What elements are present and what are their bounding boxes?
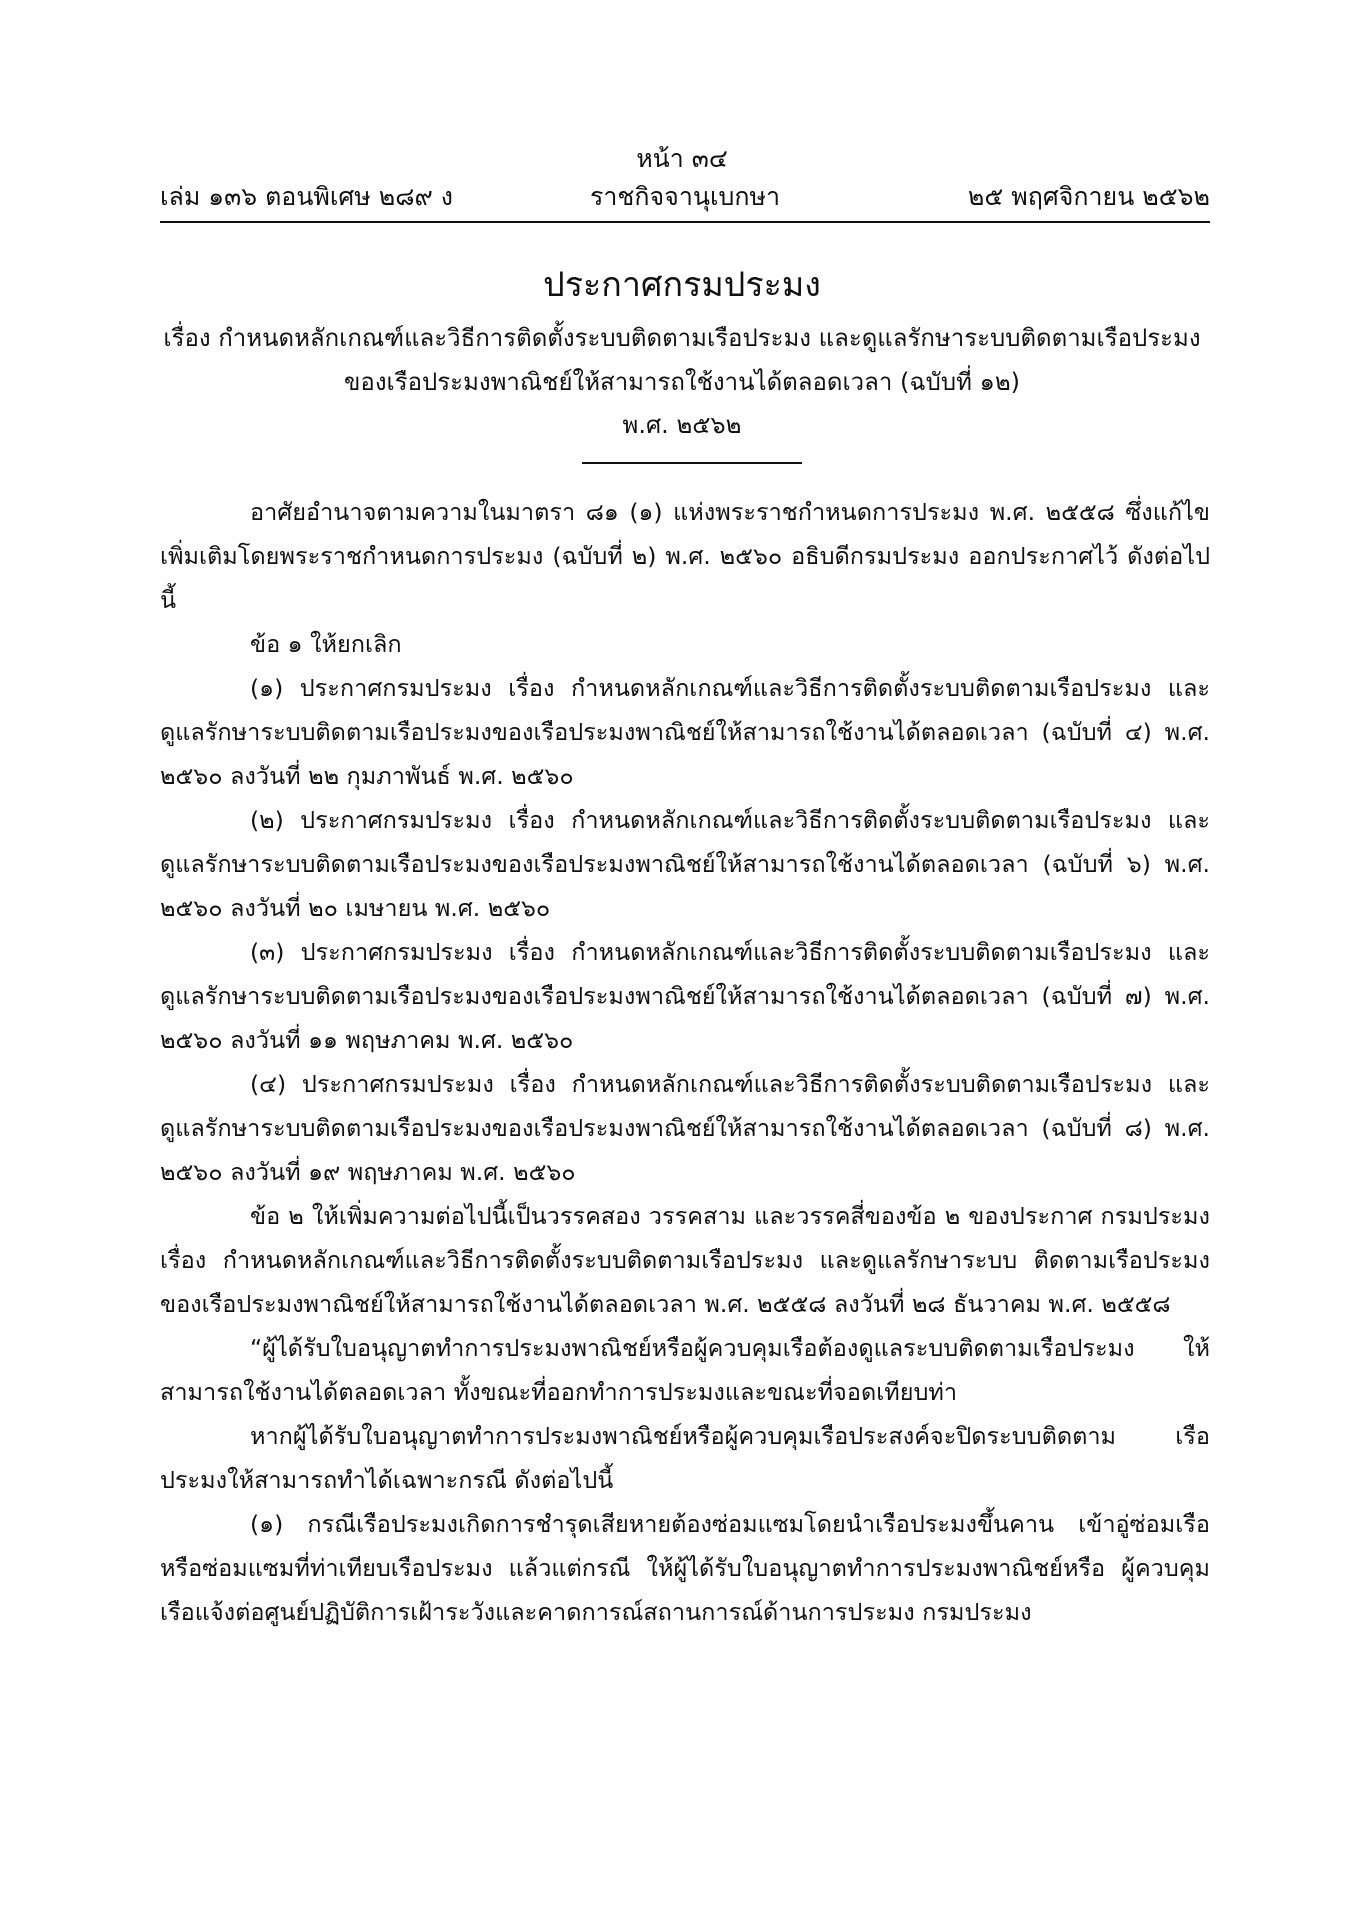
announcement-year: พ.ศ. ๒๕๖๒ xyxy=(622,411,742,439)
preamble-paragraph: อาศัยอำนาจตามความในมาตรา ๘๑ (๑) แห่งพระราชกำหนดการประมง พ.ศ. ๒๕๕๘ ซึ่งแก้ไขเพิ่มเติมโดยพระราชกำหนดการประมง (ฉบับที่ ๒) พ.ศ. ๒๕๖๐ อธิบดีกรมประมง ออกประกาศไว้ ดังต่อไปนี้ xyxy=(160,498,1210,614)
announcement-subject xyxy=(0,316,1364,404)
title-divider xyxy=(582,462,802,464)
publication-date: ๒๕ พฤศจิกายน ๒๕๖๒ xyxy=(967,182,1210,211)
gazette-name: ราชกิจจานุเบกษา xyxy=(589,182,781,211)
clause-2-paragraph-2: “ผู้ได้รับใบอนุญาตทำการประมงพาณิชย์หรือผู้ควบคุมเรือต้องดูแลระบบติดตามเรือประมง ให้สามารถใช้งานได้ตลอดเวลา ทั้งขณะที่ออกทำการประมงและขณะที่จอดเทียบท่า xyxy=(160,1334,1210,1406)
clause-1: ข้อ ๑ ให้ยกเลิก xyxy=(250,630,402,658)
subject-line: ของเรือประมงพาณิชย์ให้สามารถใช้งานได้ตลอดเวลา (ฉบับที่ ๑๒) xyxy=(344,368,1020,396)
header-divider xyxy=(160,221,1210,223)
volume-issue: เล่ม ๑๓๖ ตอนพิเศษ ๒๘๙ ง xyxy=(160,182,453,211)
announcement-body xyxy=(160,490,1210,1634)
clause-2-paragraph-3: หากผู้ได้รับใบอนุญาตทำการประมงพาณิชย์หรือผู้ควบคุมเรือประสงค์จะปิดระบบติดตาม เรือประมงให้สามารถทำได้เฉพาะกรณี ดังต่อไปนี้ xyxy=(160,1422,1210,1494)
subject-line: เรื่อง กำหนดหลักเกณฑ์และวิธีการติดตั้งระบบติดตามเรือประมง และดูแลรักษาระบบติดตามเรือประมง xyxy=(163,324,1201,352)
page-number: หน้า ๓๔ xyxy=(636,144,728,173)
clause-1-item-4: (๔) ประกาศกรมประมง เรื่อง กำหนดหลักเกณฑ์และวิธีการติดตั้งระบบติดตามเรือประมง และดูแลรักษาระบบติดตามเรือประมงของเรือประมงพาณิชย์ให้สามารถใช้งานได้ตลอดเวลา (ฉบับที่ ๘) พ.ศ. ๒๕๖๐ ลงวันที่ ๑๙ พฤษภาคม พ.ศ. ๒๕๖๐ xyxy=(160,1070,1210,1186)
clause-1-item-2: (๒) ประกาศกรมประมง เรื่อง กำหนดหลักเกณฑ์และวิธีการติดตั้งระบบติดตามเรือประมง และดูแลรักษาระบบติดตามเรือประมงของเรือประมงพาณิชย์ให้สามารถใช้งานได้ตลอดเวลา (ฉบับที่ ๖) พ.ศ. ๒๕๖๐ ลงวันที่ ๒๐ เมษายน พ.ศ. ๒๕๖๐ xyxy=(160,806,1210,922)
clause-1-item-3: (๓) ประกาศกรมประมง เรื่อง กำหนดหลักเกณฑ์และวิธีการติดตั้งระบบติดตามเรือประมง และดูแลรักษาระบบติดตามเรือประมงของเรือประมงพาณิชย์ให้สามารถใช้งานได้ตลอดเวลา (ฉบับที่ ๗) พ.ศ. ๒๕๖๐ ลงวันที่ ๑๑ พฤษภาคม พ.ศ. ๒๕๖๐ xyxy=(160,938,1210,1054)
announcement-title: ประกาศกรมประมง xyxy=(543,265,821,305)
clause-2: ข้อ ๒ ให้เพิ่มความต่อไปนี้เป็นวรรคสอง วรรคสาม และวรรคสี่ของข้อ ๒ ของประกาศ กรมประมง เรื่อง กำหนดหลักเกณฑ์และวิธีการติดตั้งระบบติดตามเรือประมง และดูแลรักษาระบบ ติดตามเรือประมงของเรือประมงพาณิชย์ให้สามารถใช้งานได้ตลอดเวลา พ.ศ. ๒๕๕๘ ลงวันที่ ๒๘ ธันวาคม พ.ศ. ๒๕๕๘ xyxy=(160,1202,1210,1318)
clause-1-item-1: (๑) ประกาศกรมประมง เรื่อง กำหนดหลักเกณฑ์และวิธีการติดตั้งระบบติดตามเรือประมง และดูแลรักษาระบบติดตามเรือประมงของเรือประมงพาณิชย์ให้สามารถใช้งานได้ตลอดเวลา (ฉบับที่ ๔) พ.ศ. ๒๕๖๐ ลงวันที่ ๒๒ กุมภาพันธ์ พ.ศ. ๒๕๖๐ xyxy=(160,674,1210,790)
gazette-header xyxy=(160,180,1210,216)
clause-2-item-1: (๑) กรณีเรือประมงเกิดการชำรุดเสียหายต้องซ่อมแซมโดยนำเรือประมงขึ้นคาน เข้าอู่ซ่อมเรือ หรือซ่อมแซมที่ท่าเทียบเรือประมง แล้วแต่กรณี ให้ผู้ได้รับใบอนุญาตทำการประมงพาณิชย์หรือ ผู้ควบคุมเรือแจ้งต่อศูนย์ปฏิบัติการเฝ้าระวังและคาดการณ์สถานการณ์ด้านการประมง กรมประมง xyxy=(160,1510,1210,1626)
